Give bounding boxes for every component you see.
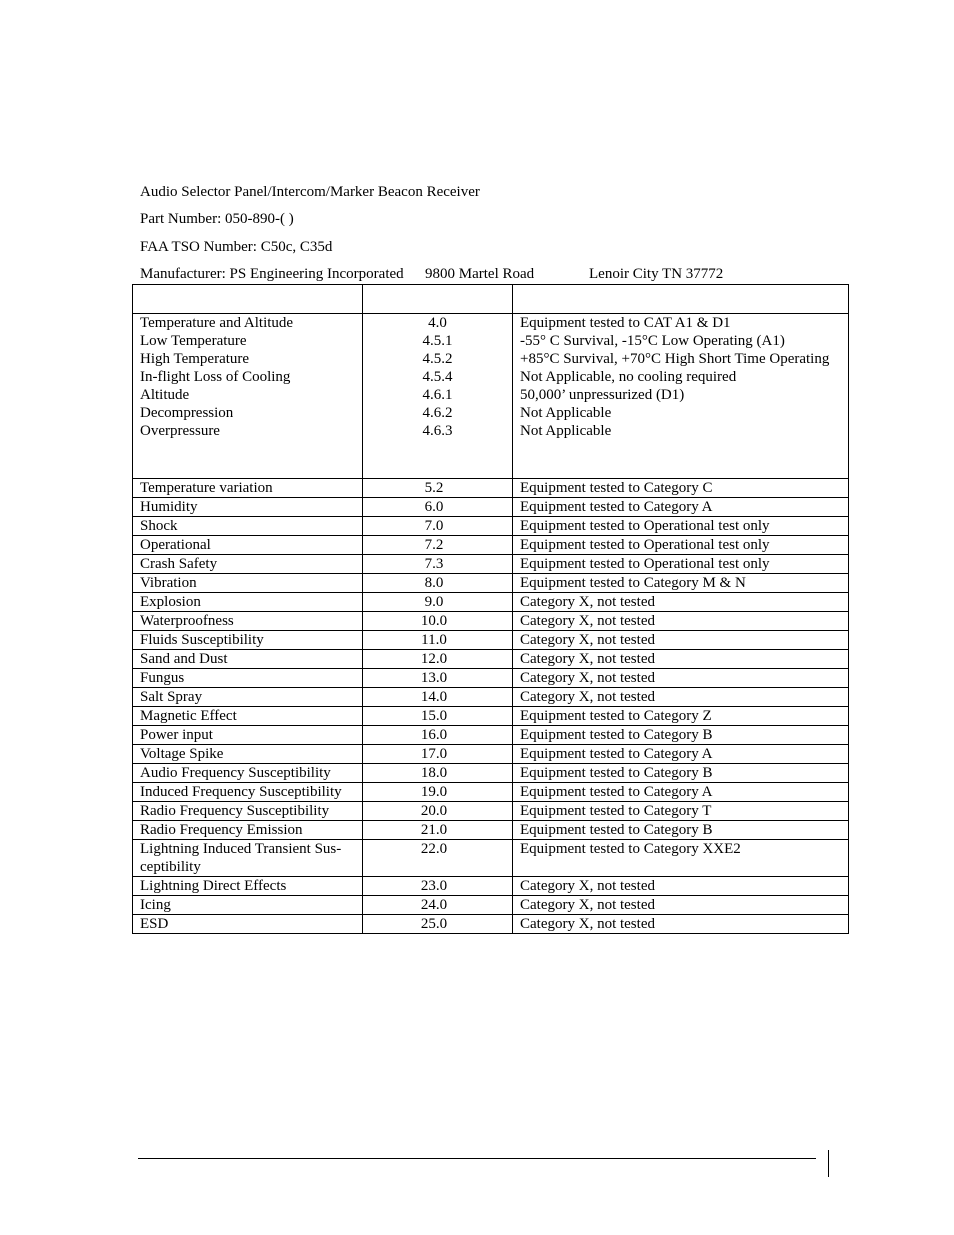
table-row [133, 631, 849, 650]
section-cell: 8.0 [363, 574, 513, 593]
section-text: 4.6.3 [422, 423, 453, 439]
section-text: 4.5.1 [422, 333, 453, 349]
table-row [133, 555, 849, 574]
section-cell: 21.0 [363, 821, 513, 840]
condition-cell: Induced Frequency Susceptibility [133, 783, 363, 802]
result-text: Not Applicable [520, 405, 612, 421]
condition-cell: Operational [133, 536, 363, 555]
result-cell: Category X, not tested [513, 669, 849, 688]
condition-cell: Voltage Spike [133, 745, 363, 764]
condition-cell: Radio Frequency Emission [133, 821, 363, 840]
section-cell: 7.0 [363, 517, 513, 536]
result-cell: Equipment tested to Category T [513, 802, 849, 821]
footer-vertical-rule [828, 1150, 829, 1177]
condition-cell: Magnetic Effect [133, 707, 363, 726]
table-row [133, 498, 849, 517]
result-cell: Equipment tested to Operational test only [513, 555, 849, 574]
group-conditions-cell [133, 314, 363, 479]
table-row [133, 745, 849, 764]
condition-cell: Fluids Susceptibility [133, 631, 363, 650]
table-row-temperature-group [133, 314, 849, 479]
part-number: Part Number: 050-890-( ) [140, 211, 294, 227]
table-row [133, 726, 849, 745]
condition-text: Low Temperature [140, 333, 247, 349]
result-text: 50,000’ unpressurized (D1) [520, 387, 685, 403]
section-cell: 9.0 [363, 593, 513, 612]
manufacturer-name: Manufacturer: PS Engineering Incorporated [140, 266, 404, 282]
table-header-row [133, 285, 849, 314]
result-cell: Equipment tested to Category Z [513, 707, 849, 726]
table-row [133, 536, 849, 555]
condition-cell: Salt Spray [133, 688, 363, 707]
condition-text: In-flight Loss of Cooling [140, 369, 291, 385]
section-cell: 13.0 [363, 669, 513, 688]
section-cell: 12.0 [363, 650, 513, 669]
result-text: +85°C Survival, +70°C High Short Time Operating [520, 351, 830, 367]
section-cell: 11.0 [363, 631, 513, 650]
result-cell: Equipment tested to Category A [513, 783, 849, 802]
result-cell: Category X, not tested [513, 915, 849, 934]
result-cell: Category X, not tested [513, 877, 849, 896]
result-cell: Equipment tested to Category B [513, 726, 849, 745]
condition-cell: Lightning Induced Transient Sus- ceptibility [133, 840, 363, 877]
section-cell: 24.0 [363, 896, 513, 915]
section-cell: 7.2 [363, 536, 513, 555]
result-cell: Category X, not tested [513, 631, 849, 650]
result-text: -55° C Survival, -15°C Low Operating (A1) [520, 333, 785, 349]
result-cell: Equipment tested to Category B [513, 821, 849, 840]
result-cell: Equipment tested to Operational test only [513, 517, 849, 536]
table-row [133, 915, 849, 934]
condition-text: High Temperature [140, 351, 250, 367]
table-row [133, 707, 849, 726]
result-cell: Category X, not tested [513, 688, 849, 707]
condition-cell: Radio Frequency Susceptibility [133, 802, 363, 821]
result-cell: Equipment tested to Category A [513, 498, 849, 517]
condition-text: Overpressure [140, 423, 220, 439]
product-title: Audio Selector Panel/Intercom/Marker Beacon Receiver [140, 184, 480, 200]
section-cell: 7.3 [363, 555, 513, 574]
section-cell: 20.0 [363, 802, 513, 821]
section-cell: 22.0 [363, 840, 513, 877]
condition-cell: Vibration [133, 574, 363, 593]
table-row [133, 783, 849, 802]
condition-cell: Explosion [133, 593, 363, 612]
result-cell: Equipment tested to Category B [513, 764, 849, 783]
tso-number: FAA TSO Number: C50c, C35d [140, 239, 333, 255]
section-text: 4.6.2 [422, 405, 453, 421]
condition-cell: Fungus [133, 669, 363, 688]
section-cell: 16.0 [363, 726, 513, 745]
condition-cell: Waterproofness [133, 612, 363, 631]
section-cell: 19.0 [363, 783, 513, 802]
table-row [133, 688, 849, 707]
header-cell [513, 285, 849, 314]
section-cell: 14.0 [363, 688, 513, 707]
table-row [133, 896, 849, 915]
group-sections-cell [363, 314, 513, 479]
section-cell: 10.0 [363, 612, 513, 631]
result-cell: Category X, not tested [513, 650, 849, 669]
section-cell: 17.0 [363, 745, 513, 764]
condition-cell: Humidity [133, 498, 363, 517]
condition-cell: Sand and Dust [133, 650, 363, 669]
section-cell: 18.0 [363, 764, 513, 783]
table-row [133, 764, 849, 783]
condition-text: Altitude [140, 387, 190, 403]
section-cell: 25.0 [363, 915, 513, 934]
result-text: Not Applicable [520, 423, 612, 439]
section-cell: 6.0 [363, 498, 513, 517]
condition-cell: ESD [133, 915, 363, 934]
table-row [133, 802, 849, 821]
result-cell: Category X, not tested [513, 593, 849, 612]
condition-cell: Power input [133, 726, 363, 745]
result-cell: Equipment tested to Category M & N [513, 574, 849, 593]
group-results-cell [513, 314, 849, 479]
manufacturer-city: Lenoir City TN 37772 [589, 266, 724, 282]
header-cell [363, 285, 513, 314]
result-text: Equipment tested to CAT A1 & D1 [520, 315, 731, 331]
condition-cell: Lightning Direct Effects [133, 877, 363, 896]
table-row [133, 821, 849, 840]
table-row [133, 574, 849, 593]
section-cell: 5.2 [363, 479, 513, 498]
table-row [133, 669, 849, 688]
section-text: 4.5.4 [422, 369, 453, 385]
header-cell [133, 285, 363, 314]
section-text: 4.0 [428, 315, 447, 331]
condition-cell: Shock [133, 517, 363, 536]
condition-cell: Audio Frequency Susceptibility [133, 764, 363, 783]
result-cell: Equipment tested to Category C [513, 479, 849, 498]
condition-cell: Icing [133, 896, 363, 915]
condition-text: Decompression [140, 405, 234, 421]
result-cell: Category X, not tested [513, 896, 849, 915]
section-text: 4.5.2 [422, 351, 453, 367]
table-row [133, 593, 849, 612]
section-cell: 15.0 [363, 707, 513, 726]
condition-cell: Temperature variation [133, 479, 363, 498]
result-cell: Equipment tested to Category XXE2 [513, 840, 849, 877]
section-cell: 23.0 [363, 877, 513, 896]
table-row [133, 517, 849, 536]
result-cell: Category X, not tested [513, 612, 849, 631]
environmental-qualification-table [132, 284, 849, 934]
section-text: 4.6.1 [422, 387, 453, 403]
table-row [133, 650, 849, 669]
result-text: Not Applicable, no cooling required [520, 369, 737, 385]
result-cell: Equipment tested to Category A [513, 745, 849, 764]
manufacturer-address: 9800 Martel Road [425, 266, 535, 282]
condition-cell: Crash Safety [133, 555, 363, 574]
condition-text: Temperature and Altitude [140, 315, 294, 331]
table-row [133, 612, 849, 631]
table-row [133, 479, 849, 498]
result-cell: Equipment tested to Operational test only [513, 536, 849, 555]
table-row [133, 877, 849, 896]
footer-rule [138, 1158, 816, 1159]
table-row [133, 840, 849, 877]
